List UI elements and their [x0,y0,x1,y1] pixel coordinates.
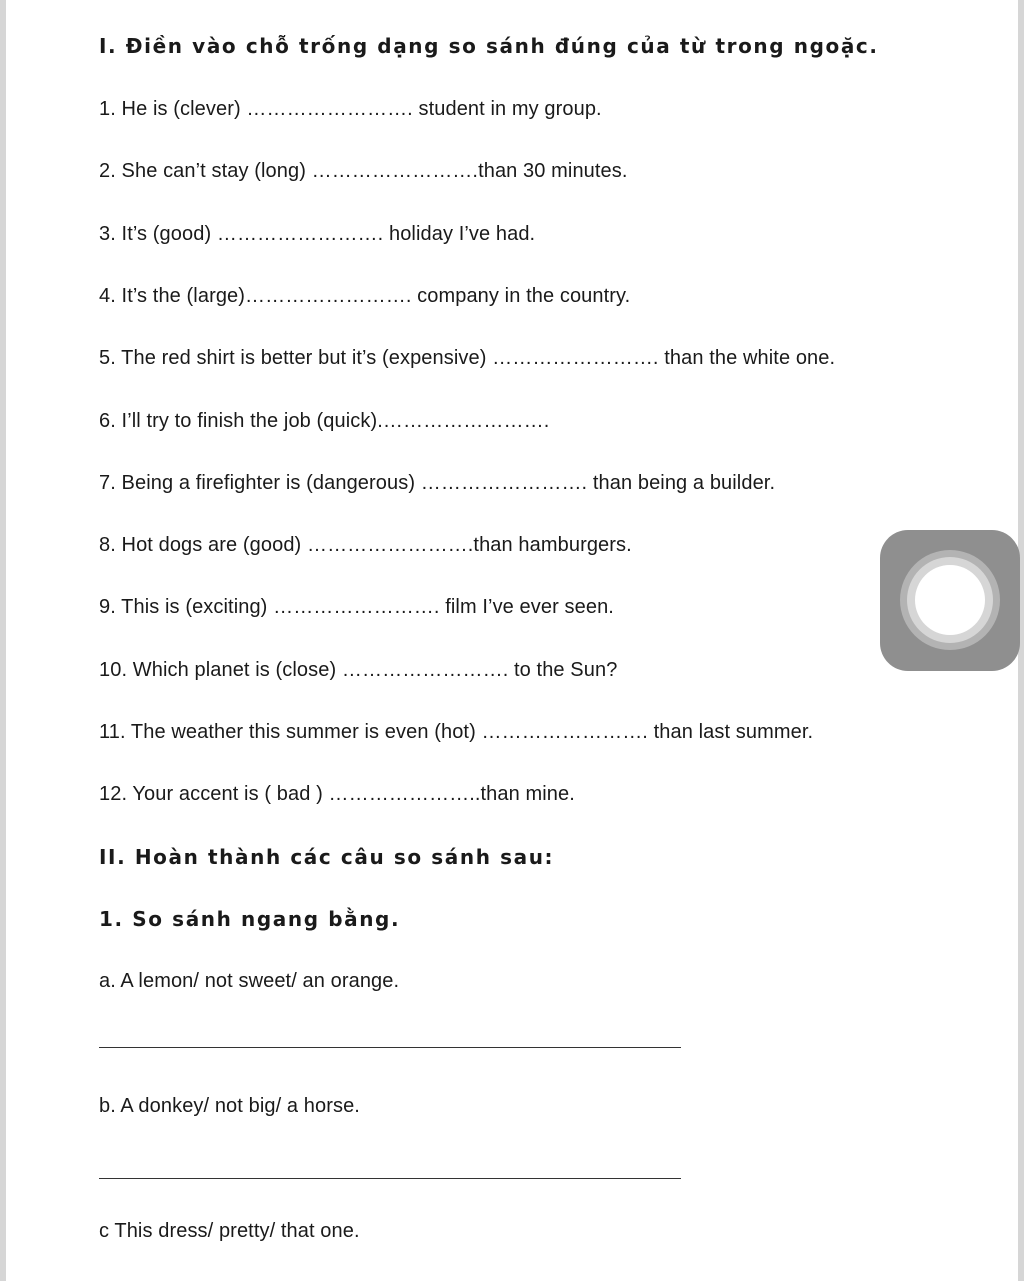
exercise-item-1: 1. He is (clever) ……………………. student in my group. [99,98,602,120]
exercise-item-8: 8. Hot dogs are (good) …………………….than hamburgers. [99,534,632,556]
exercise-item-3: 3. It’s (good) ……………………. holiday I’ve had. [99,223,536,245]
comparison-item-c: c This dress/ pretty/ that one. [99,1220,360,1242]
assistive-touch-icon [900,550,1000,650]
answer-line-b [99,1178,681,1179]
exercise-item-11: 11. The weather this summer is even (hot) ……………………. than last summer. [99,721,814,743]
answer-line-a [99,1047,681,1048]
exercise-item-4: 4. It’s the (large)……………………. company in the country. [99,285,631,307]
assistive-touch-core [915,565,985,635]
exercise-item-6: 6. I’ll try to finish the job (quick).……………………. [99,410,550,432]
section-2-subtitle: 1. So sánh ngang bằng. [99,907,401,931]
page-frame-left [0,0,6,1281]
exercise-item-12: 12. Your accent is ( bad ) …………………..than mine. [99,783,575,805]
exercise-item-10: 10. Which planet is (close) ……………………. to the Sun? [99,659,618,681]
comparison-item-a: a. A lemon/ not sweet/ an orange. [99,970,400,992]
assistive-touch-button[interactable] [880,530,1020,671]
comparison-item-b: b. A donkey/ not big/ a horse. [99,1095,360,1117]
section-1-title: I. Điền vào chỗ trống dạng so sánh đúng của từ trong ngoặc. [99,34,879,58]
exercise-item-5: 5. The red shirt is better but it’s (expensive) ……………………. than the white one. [99,347,836,369]
section-2-title: II. Hoàn thành các câu so sánh sau: [99,845,555,869]
assistive-touch-ring [907,557,993,643]
exercise-item-9: 9. This is (exciting) ……………………. film I’ve ever seen. [99,596,614,618]
exercise-item-2: 2. She can’t stay (long) …………………….than 30 minutes. [99,160,628,182]
exercise-item-7: 7. Being a firefighter is (dangerous) ……………………. than being a builder. [99,472,776,494]
